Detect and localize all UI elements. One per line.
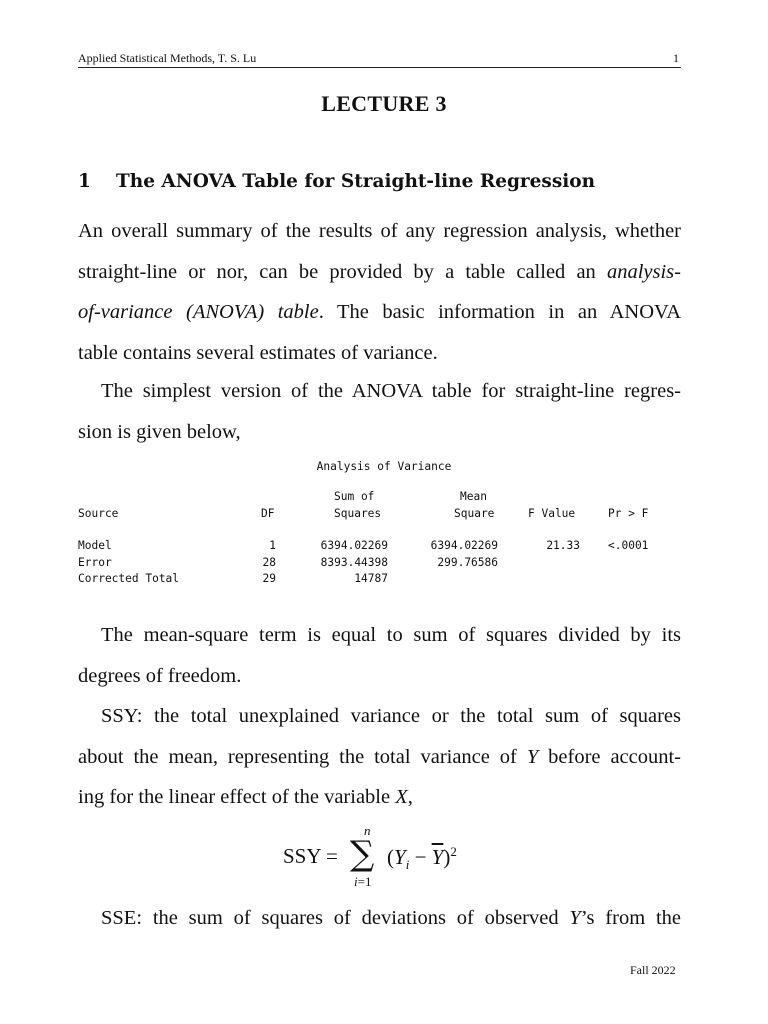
cell-ms: 299.76586	[437, 555, 498, 569]
ssy-equation	[0, 823, 768, 893]
col-header-source: Source	[78, 506, 119, 520]
running-header	[78, 49, 681, 68]
table-header-row-top	[78, 490, 678, 507]
cell-ms: 6394.02269	[430, 539, 498, 552]
math-variable: Y	[526, 745, 539, 768]
paren: (	[387, 845, 394, 869]
lecture-title: LECTURE 3	[321, 91, 447, 116]
equation-summand	[387, 844, 457, 873]
paragraph-ssy	[78, 696, 681, 818]
col-header-sum-of: Sum of	[334, 490, 375, 503]
summation-sign: ∑	[350, 834, 375, 874]
text-line	[78, 737, 681, 778]
col-header-df: DF	[261, 506, 275, 520]
cell-ss: 8393.44398	[320, 555, 388, 569]
summation-lower-limit	[354, 874, 371, 890]
math-variable: X	[395, 786, 408, 808]
summation-upper-limit: n	[364, 823, 371, 838]
text-run: . The basic information in an ANOVA	[318, 301, 681, 323]
section-title: The ANOVA Table for Straight-line Regression	[116, 171, 596, 192]
minus-sign: −	[409, 845, 432, 869]
text-run: SSE: the sum of squares of deviations of observed	[101, 907, 570, 929]
paragraph-mean-square	[78, 615, 681, 696]
mean-variable: $\overline{Y}$	[431, 845, 444, 869]
cell-source: Error	[78, 555, 112, 569]
text-run: before account-	[538, 745, 682, 768]
cell-ss: 6394.02269	[320, 539, 388, 552]
text-line: degrees of freedom.	[78, 664, 242, 687]
cell-df: 29	[262, 572, 276, 585]
cell-f: 21.33	[546, 539, 580, 552]
text-run: ,	[407, 786, 413, 808]
text-run: ’s from the	[580, 907, 681, 929]
table-row	[78, 556, 678, 573]
section-heading	[78, 171, 595, 192]
col-header-squares: Squares	[334, 506, 382, 520]
col-header-mean: Mean	[460, 490, 487, 503]
index-variable: i	[354, 874, 358, 889]
cell-df: 28	[262, 555, 276, 569]
equation-lhs: SSY =	[283, 844, 338, 868]
col-header-f-value: F Value	[528, 506, 576, 520]
text-line	[78, 777, 681, 818]
paragraph-sse	[78, 898, 681, 939]
text-line: sion is given below,	[78, 420, 241, 443]
cell-df: 1	[269, 539, 276, 552]
table-header-row	[78, 507, 678, 524]
cell-source: Model	[78, 539, 112, 552]
text-run: ing for the linear effect of the variable	[78, 786, 396, 808]
text-line	[78, 898, 681, 939]
text-line: The mean-square term is equal to sum of squares divided by its	[101, 624, 681, 646]
emphasis-text: of-variance (ANOVA) table	[78, 301, 319, 323]
paragraph-simplest-version	[78, 371, 681, 452]
col-header-square: Square	[454, 506, 495, 520]
cell-p: <.0001	[608, 539, 649, 552]
text-line: The simplest version of the ANOVA table for straight-line regres-	[101, 380, 681, 402]
cell-source: Corrected Total	[78, 572, 180, 585]
table-row	[78, 572, 678, 589]
anova-table	[78, 490, 678, 589]
exponent: 2	[450, 844, 457, 859]
anova-table-title: Analysis of Variance	[316, 460, 452, 473]
text-line	[78, 252, 681, 293]
page-number: 1	[673, 51, 679, 65]
math-variable: Y	[569, 907, 581, 929]
table-spacer	[78, 523, 678, 539]
paren: )	[443, 845, 451, 869]
paragraph-anova-intro	[78, 211, 681, 373]
math-variable: Y	[394, 845, 406, 869]
table-row	[78, 539, 678, 556]
text-line: SSY: the total unexplained variance or the total sum of squares	[101, 705, 681, 727]
subscript: i	[405, 857, 410, 873]
emphasis-text: analysis-	[606, 260, 681, 283]
text-line: table contains several estimates of variance.	[78, 341, 438, 364]
col-header-pr-f: Pr > F	[608, 506, 649, 520]
text-line	[78, 292, 681, 333]
text-line: An overall summary of the results of any regression analysis, whether	[78, 220, 681, 242]
cell-ss: 14787	[354, 572, 388, 585]
text-run: about the mean, representing the total variance of	[78, 745, 527, 768]
text-run: straight-line or nor, can be provided by a table called an	[78, 260, 607, 283]
running-header-title: Applied Statistical Methods, T. S. Lu	[78, 51, 257, 65]
index-start: =1	[357, 874, 372, 889]
section-number: 1	[78, 171, 91, 192]
footer-term: Fall 2022	[630, 963, 676, 977]
